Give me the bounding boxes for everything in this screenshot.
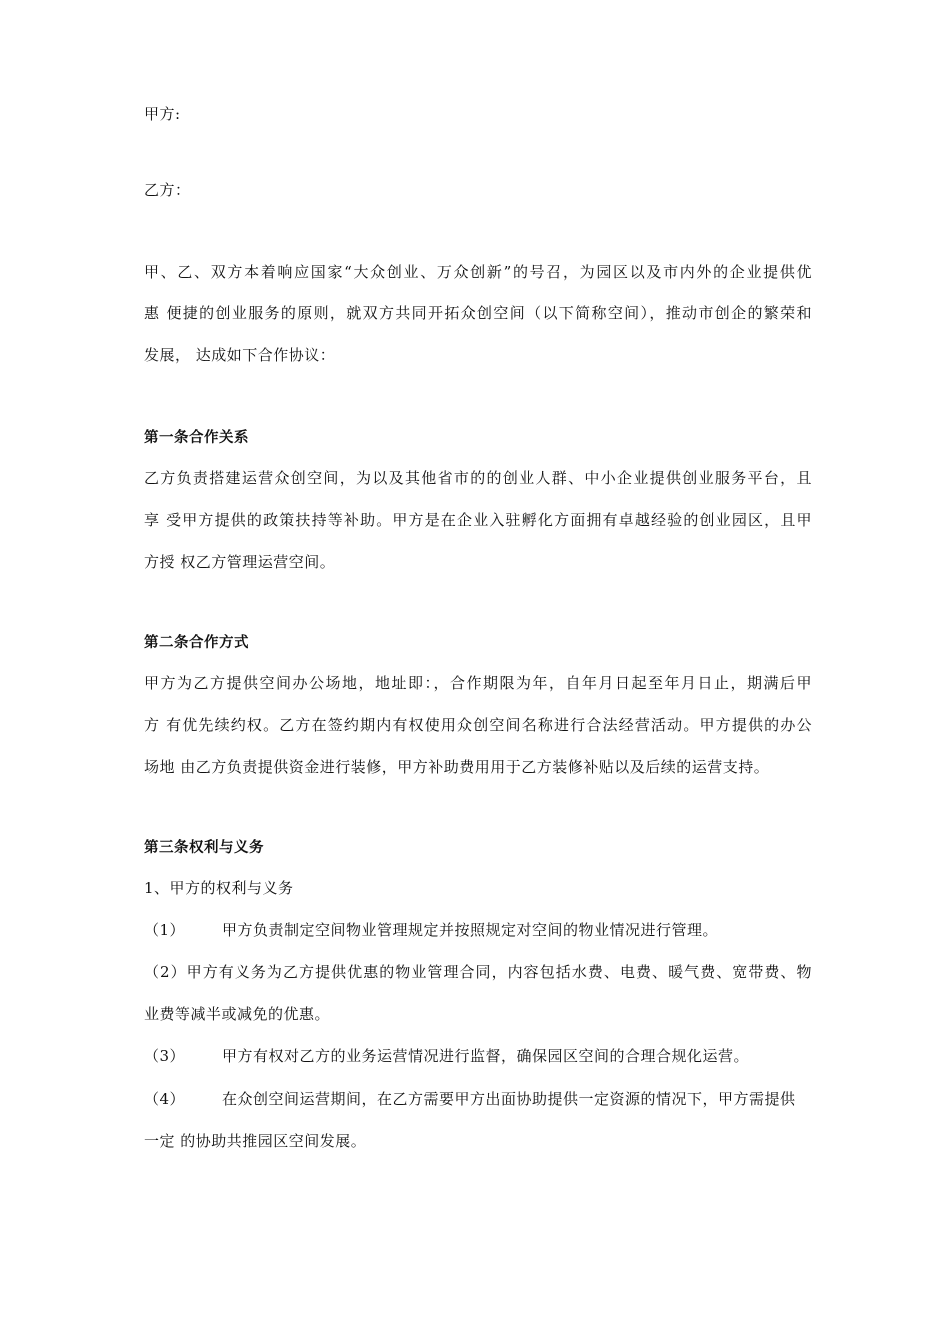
preamble-line-1: 甲、乙、双方本着响应国家“大众创业、万众创新”的号召，为园区以及市内外的企业提供优 [144,263,812,281]
preamble-line-2: 惠 便捷的创业服务的原则，就双方共同开拓众创空间（以下简称空间），推动市创企的繁荣和 [144,304,812,322]
item-number: （4） [144,1090,186,1108]
article3-item-2-line-2: 业费等减半或减免的优惠。 [144,1005,331,1023]
item-text: 在众创空间运营期间，在乙方需要甲方出面协助提供一定资源的情况下，甲方需提供 [222,1090,796,1108]
item-text: 甲方负责制定空间物业管理规定并按照规定对空间的物业情况进行管理。 [222,921,719,939]
party-b-label: 乙方： [144,181,191,199]
item-text: 甲方有权对乙方的业务运营情况进行监督，确保园区空间的合理合规化运营。 [222,1047,750,1065]
article2-title: 第二条合作方式 [144,635,249,651]
article3-item-2-line-1: （2）甲方有义务为乙方提供优惠的物业管理合同，内容包括水费、电费、暖气费、宽带费、物 [144,963,812,981]
item-number: （3） [144,1047,186,1065]
item-number: （1） [144,921,186,939]
article1-line-1: 乙方负责搭建运营众创空间，为以及其他省市的的创业人群、中小企业提供创业服务平台，且 [144,469,812,487]
article3-item-3 [144,1046,749,1066]
article3-subtitle: 1、甲方的权利与义务 [144,879,294,897]
article3-item-4 [144,1089,796,1109]
article1-title: 第一条合作关系 [144,430,249,446]
article3-item-4-continuation: 一定 的协助共推园区空间发展。 [144,1132,367,1150]
article2-line-3: 场地 由乙方负责提供资金进行装修，甲方补助费用用于乙方装修补贴以及后续的运营支持。 [144,758,770,776]
article3-item-1 [144,920,718,940]
article1-line-2: 享 受甲方提供的政策扶持等补助。甲方是在企业入驻孵化方面拥有卓越经验的创业园区，且甲 [144,511,812,529]
party-a-label: 甲方: [144,105,181,123]
article2-line-1: 甲方为乙方提供空间办公场地，地址即：，合作期限为年，自年月日起至年月日止，期满后甲 [144,674,812,692]
preamble-line-3: 发展， 达成如下合作协议： [144,346,336,364]
article3-title: 第三条权利与义务 [144,840,264,856]
article2-line-2: 方 有优先续约权。乙方在签约期内有权使用众创空间名称进行合法经营活动。甲方提供的办公 [144,716,812,734]
article1-line-3: 方授 权乙方管理运营空间。 [144,553,336,571]
